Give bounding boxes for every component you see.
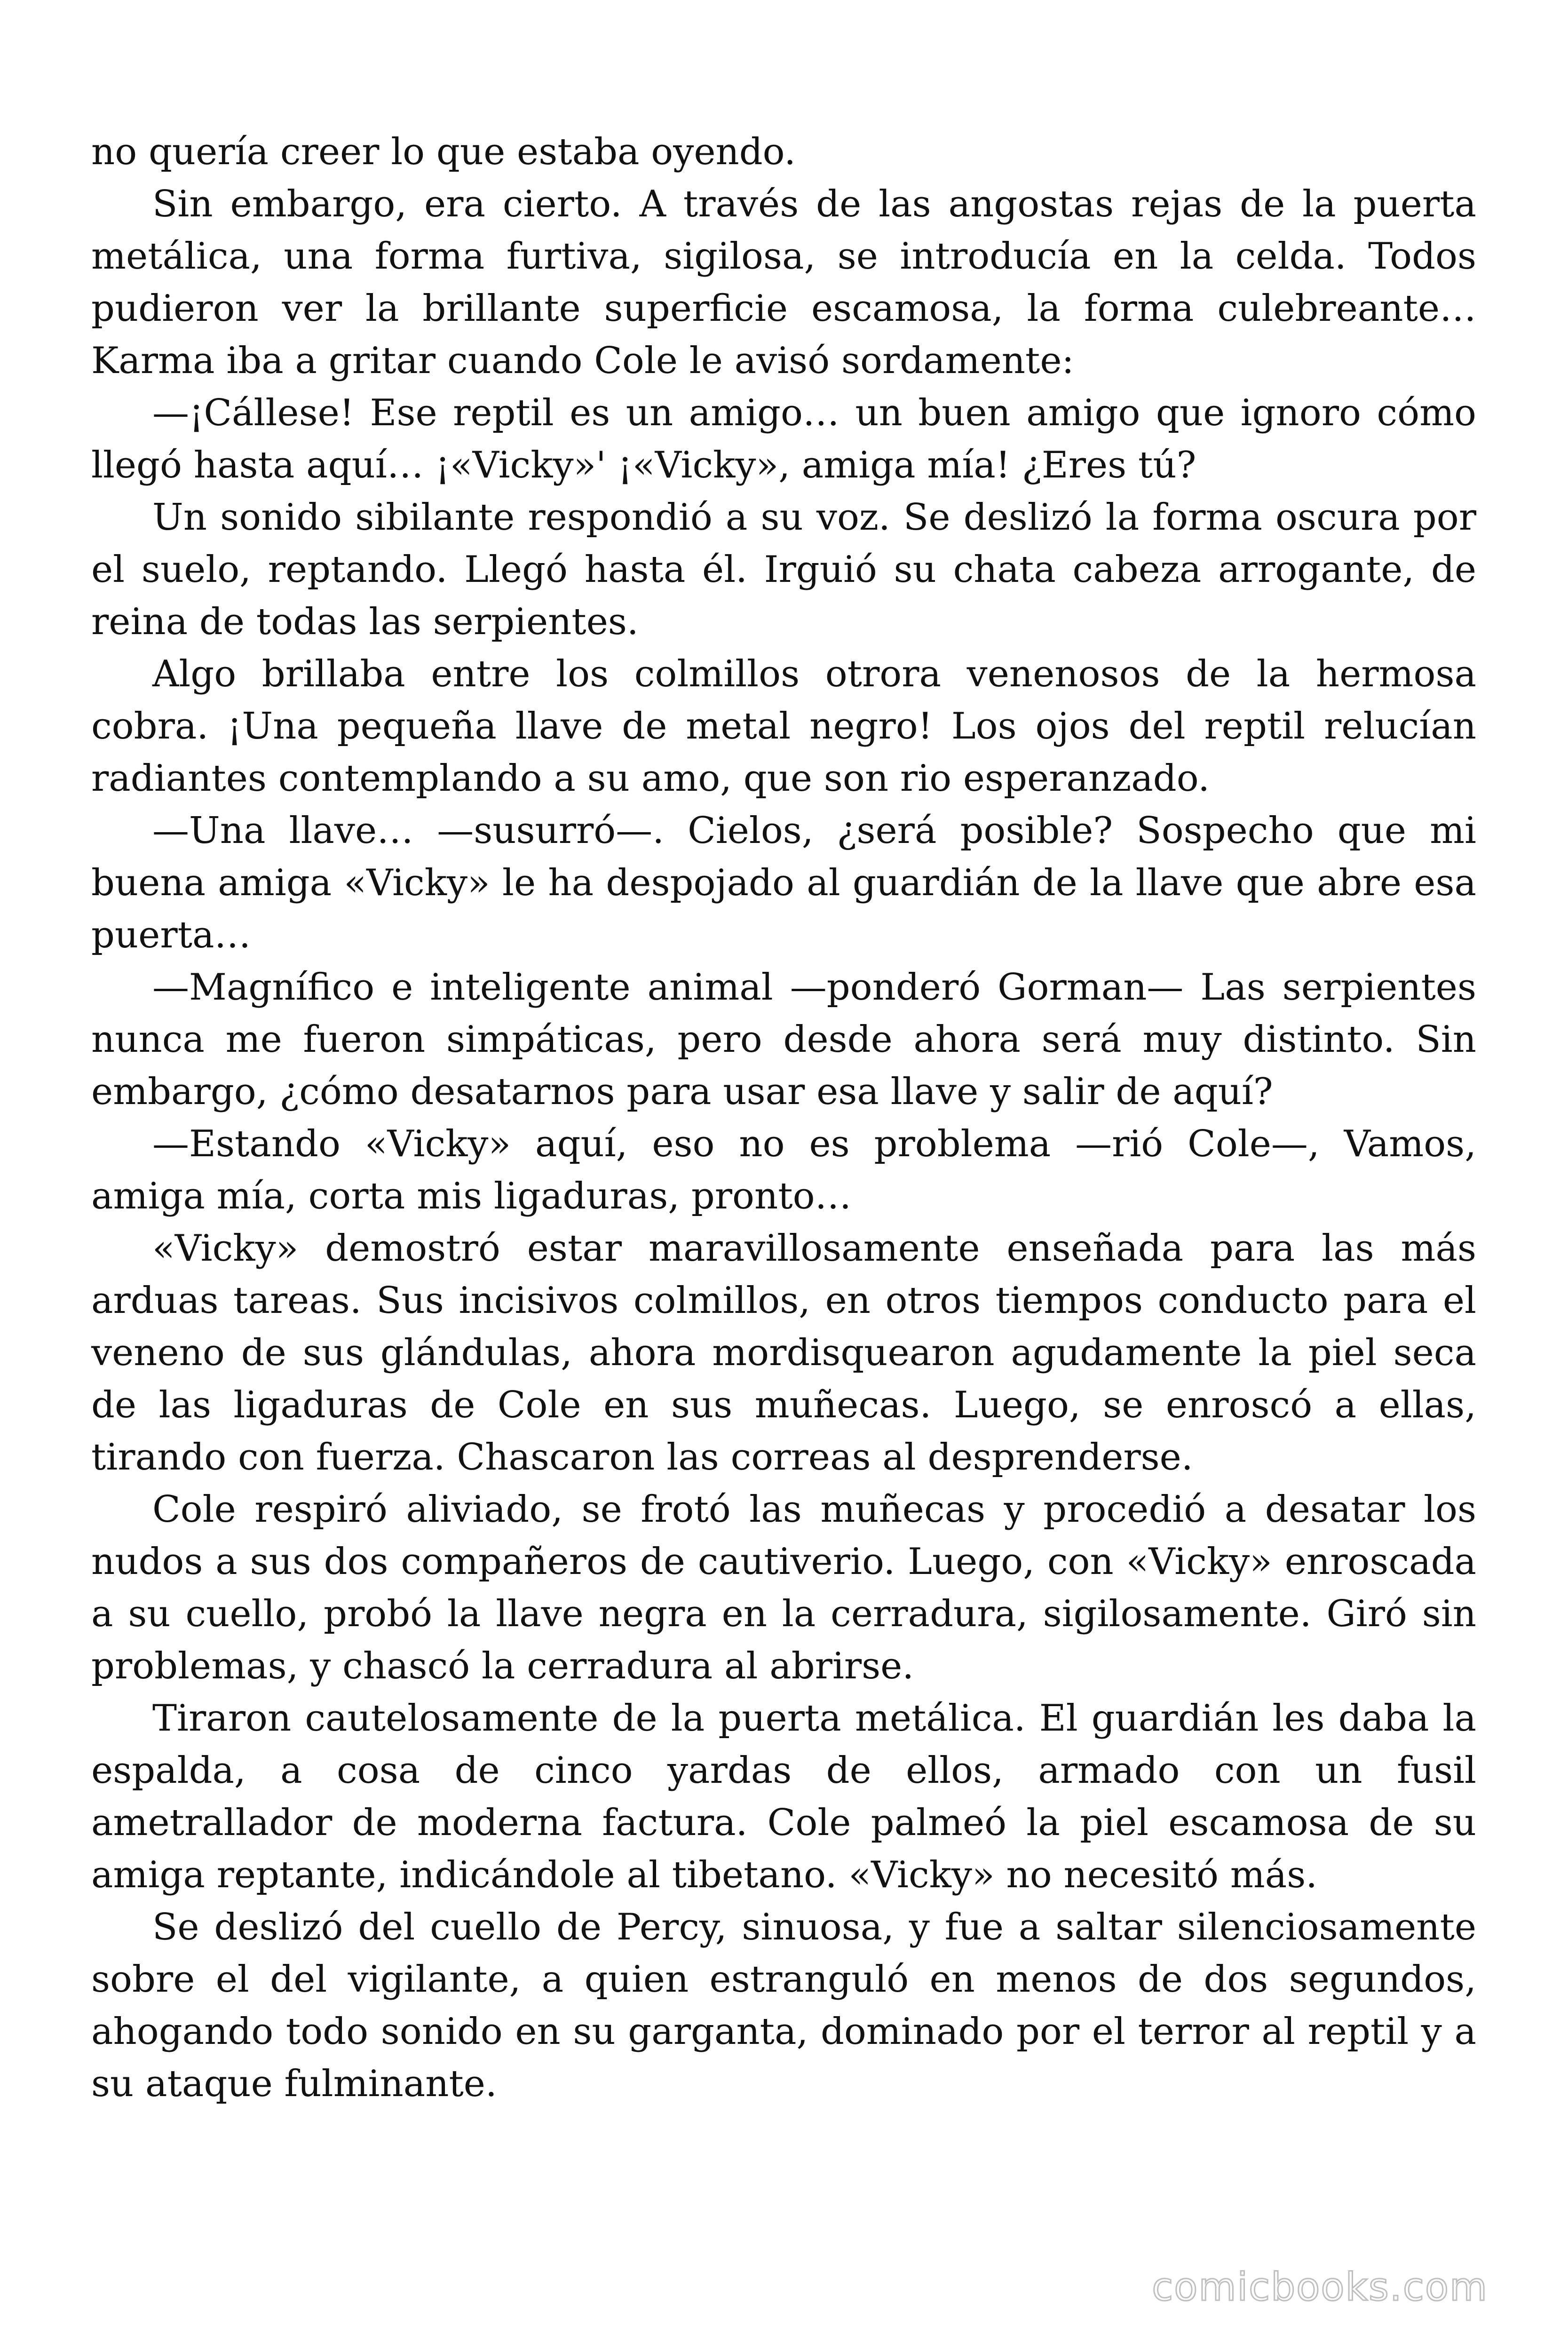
paragraph: Se deslizó del cuello de Percy, sinuosa, y fue a saltar silenciosamente sobre el del vigilante, a quien estranguló en menos de dos segundos, ahogando todo sonido en su garganta, dominado por el terror al reptil y a su ataque fulminante. [91,1906,1476,2105]
paragraph: Un sonido sibilante respondió a su voz. Se deslizó la forma oscura por el suelo, reptando. Llegó hasta él. Irguió su chata cabeza arrogante, de reina de todas las serpientes. [91,496,1476,643]
paragraph-continuation: no quería creer lo que estaba oyendo. [91,131,796,173]
watermark: comicbooks.com [1152,2265,1488,2310]
paragraph: —Magnífico e inteligente animal —ponderó Gorman— Las serpientes nunca me fueron simpáticas, pero desde ahora será muy distinto. Sin embargo, ¿cómo desatarnos para usar esa llave y salir de aquí? [91,966,1476,1113]
paragraph: Cole respiró aliviado, se frotó las muñecas y procedió a desatar los nudos a sus dos compañeros de cautiverio. Luego, con «Vicky» enroscada a su cuello, probó la llave negra en la cerradura, sigilosamente. Giró sin problemas, y chascó la cerradura al abrirse. [91,1488,1476,1687]
paragraph: Tiraron cautelosamente de la puerta metálica. El guardián les daba la espalda, a cosa de cinco yardas de ellos, armado con un fusil ametrallador de moderna factura. Cole palmeó la piel escamosa de su amiga reptante, indicándole al tibetano. «Vicky» no necesitó más. [91,1697,1476,1896]
paragraph: —¡Cállese! Ese reptil es un amigo… un buen amigo que ignoro cómo llegó hasta aquí… ¡«Vicky»' ¡«Vicky», amiga mía! ¿Eres tú? [91,392,1476,486]
paragraph: «Vicky» demostró estar maravillosamente enseñada para las más arduas tareas. Sus incisivos colmillos, en otros tiempos conducto para el veneno de sus glándulas, ahora mordisquearon agudamente la piel seca de las ligaduras de Cole en sus muñecas. Luego, se enroscó a ellas, tirando con fuerza. Chascaron las correas al desprenderse. [91,1227,1476,1478]
paragraph: —Una llave… —susurró—. Cielos, ¿será posible? Sospecho que mi buena amiga «Vicky» le ha despojado al guardián de la llave que abre esa puerta… [91,810,1476,956]
page-body [91,126,1476,2110]
paragraph: Sin embargo, era cierto. A través de las angostas rejas de la puerta metálica, una forma furtiva, sigilosa, se introducía en la celda. Todos pudieron ver la brillante superficie escamosa, la forma culebreante… Karma iba a gritar cuando Cole le avisó sordamente: [91,183,1476,382]
paragraph: —Estando «Vicky» aquí, eso no es problema —rió Cole—, Vamos, amiga mía, corta mis ligaduras, pronto… [91,1123,1476,1217]
paragraph: Algo brillaba entre los colmillos otrora venenosos de la hermosa cobra. ¡Una pequeña llave de metal negro! Los ojos del reptil relucían radiantes contemplando a su amo, que son rio esperanzado. [91,653,1476,800]
